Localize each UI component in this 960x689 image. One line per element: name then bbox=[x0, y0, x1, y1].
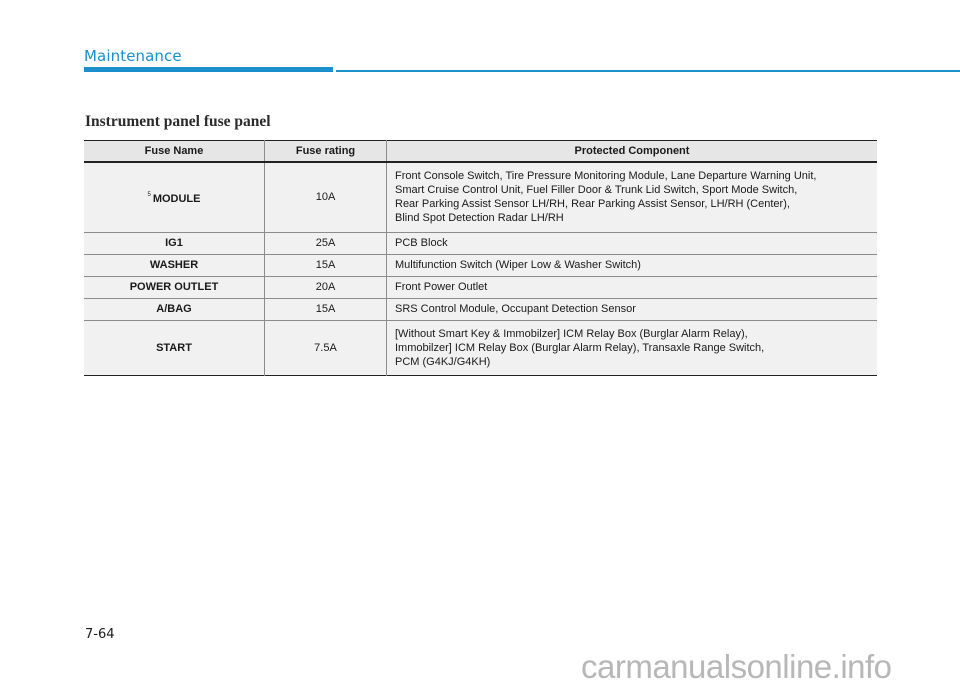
fuse-rating: 7.5A bbox=[265, 320, 387, 375]
component-line: Front Console Switch, Tire Pressure Monitoring Module, Lane Departure Warning Unit, bbox=[395, 170, 817, 183]
header-rule-thick bbox=[84, 67, 333, 72]
watermark: carmanualsonline.info bbox=[581, 648, 892, 685]
protected-component bbox=[387, 320, 878, 375]
header-rule-thin bbox=[336, 70, 960, 72]
table-row bbox=[84, 298, 877, 320]
table-row bbox=[84, 254, 877, 276]
component-line: [Without Smart Key & Immobilzer] ICM Relay Box (Burglar Alarm Relay), bbox=[395, 327, 748, 340]
protected-component bbox=[387, 276, 878, 298]
fuse-rating: 20A bbox=[265, 276, 387, 298]
fuse-rating: 15A bbox=[265, 298, 387, 320]
table-header-row bbox=[84, 141, 877, 163]
component-line: SRS Control Module, Occupant Detection Sensor bbox=[395, 303, 636, 315]
page-number: 7-64 bbox=[85, 627, 115, 642]
fuse-name: START bbox=[156, 341, 192, 354]
component-line: Front Power Outlet bbox=[395, 281, 488, 293]
table-row bbox=[84, 232, 877, 254]
protected-component bbox=[387, 254, 878, 276]
page-title: Instrument panel fuse panel bbox=[85, 113, 271, 130]
fuse-name: POWER OUTLET bbox=[129, 281, 219, 293]
protected-component bbox=[387, 298, 878, 320]
fuse-rating: 25A bbox=[265, 232, 387, 254]
protected-component bbox=[387, 232, 878, 254]
component-line: PCB Block bbox=[395, 237, 448, 249]
fuse-name-cell bbox=[84, 162, 265, 232]
fuse-name: IG1 bbox=[165, 237, 183, 249]
component-line: Smart Cruise Control Unit, Fuel Filler Door & Trunk Lid Switch, Sport Mode Switch, bbox=[395, 184, 798, 197]
fuse-name: A/BAG bbox=[156, 303, 192, 315]
fuse-name: MODULE bbox=[152, 193, 201, 206]
component-line: Immobilzer] ICM Relay Box (Burglar Alarm Relay), Transaxle Range Switch, bbox=[395, 341, 765, 354]
fuse-rating: 15A bbox=[265, 254, 387, 276]
fuse-name: WASHER bbox=[149, 259, 199, 271]
section-header: Maintenance bbox=[84, 47, 182, 65]
column-header-protected-component: Protected Component bbox=[387, 141, 878, 163]
component-line: Rear Parking Assist Sensor LH/RH, Rear Parking Assist Sensor, LH/RH (Center), bbox=[395, 198, 790, 211]
fuse-rating: 10A bbox=[265, 162, 387, 232]
column-header-fuse-rating: Fuse rating bbox=[265, 141, 387, 163]
protected-component bbox=[387, 162, 878, 232]
component-line: Multifunction Switch (Wiper Low & Washer Switch) bbox=[395, 259, 641, 271]
table-row bbox=[84, 320, 877, 375]
fuse-symbol-icon: 5 bbox=[147, 192, 151, 199]
fuse-table bbox=[84, 140, 877, 376]
column-header-fuse-name: Fuse Name bbox=[144, 145, 204, 157]
table-row bbox=[84, 276, 877, 298]
component-line: PCM (G4KJ/G4KH) bbox=[395, 355, 491, 368]
table-row bbox=[84, 162, 877, 232]
component-line: Blind Spot Detection Radar LH/RH bbox=[395, 212, 564, 225]
